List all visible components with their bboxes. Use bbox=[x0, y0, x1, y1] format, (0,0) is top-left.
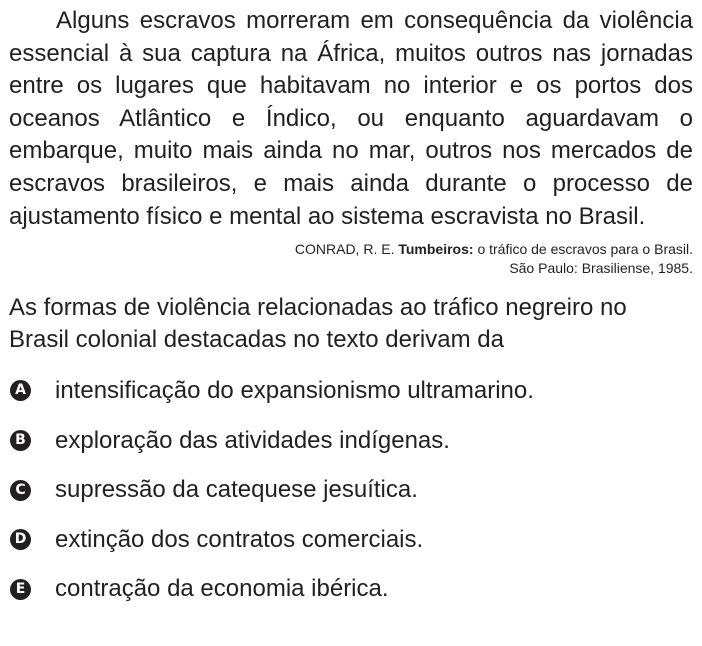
passage-text: Alguns escravos morreram em consequência da violência essencial à sua captura na África, muitos outros nas jornadas entre os lugares que habitavam no interior e os portos dos oceanos Atlântico e Índico, ou enquanto aguardavam o embarque, muito mais ainda no mar, outros nos mercados de escravos brasileiros, e mais ainda durante o processo de ajustamento físico e mental ao sistema escravista no Brasil. bbox=[9, 7, 693, 230]
option-letter-badge: D bbox=[10, 529, 31, 550]
option-c[interactable] bbox=[9, 465, 693, 515]
option-b[interactable] bbox=[9, 416, 693, 466]
option-text: intensificação do expansionismo ultramarino. bbox=[55, 376, 534, 404]
citation-publisher: São Paulo: Brasiliense, 1985. bbox=[509, 259, 693, 276]
answer-options bbox=[9, 366, 693, 614]
option-text: supressão da catequese jesuítica. bbox=[55, 476, 418, 504]
citation bbox=[9, 240, 693, 277]
question-page bbox=[9, 0, 693, 614]
option-letter-badge: E bbox=[10, 579, 31, 600]
question-stem: As formas de violência relacionadas ao tráfico negreiro no Brasil colonial destacadas no texto derivam da bbox=[9, 294, 627, 354]
option-letter-badge: B bbox=[10, 430, 31, 451]
option-e[interactable] bbox=[9, 565, 693, 615]
option-letter-badge: C bbox=[10, 480, 31, 501]
citation-subtitle: o tráfico de escravos para o Brasil. bbox=[473, 241, 693, 258]
option-text: extinção dos contratos comerciais. bbox=[55, 525, 424, 553]
option-text: contração da economia ibérica. bbox=[55, 575, 389, 603]
option-text: exploração das atividades indígenas. bbox=[55, 426, 450, 454]
citation-line-1 bbox=[9, 240, 693, 259]
option-d[interactable] bbox=[9, 515, 693, 565]
option-a[interactable] bbox=[9, 366, 693, 416]
citation-title: Tumbeiros: bbox=[398, 241, 474, 258]
option-letter-badge: A bbox=[10, 380, 31, 401]
citation-author: CONRAD, R. E. bbox=[294, 241, 399, 258]
